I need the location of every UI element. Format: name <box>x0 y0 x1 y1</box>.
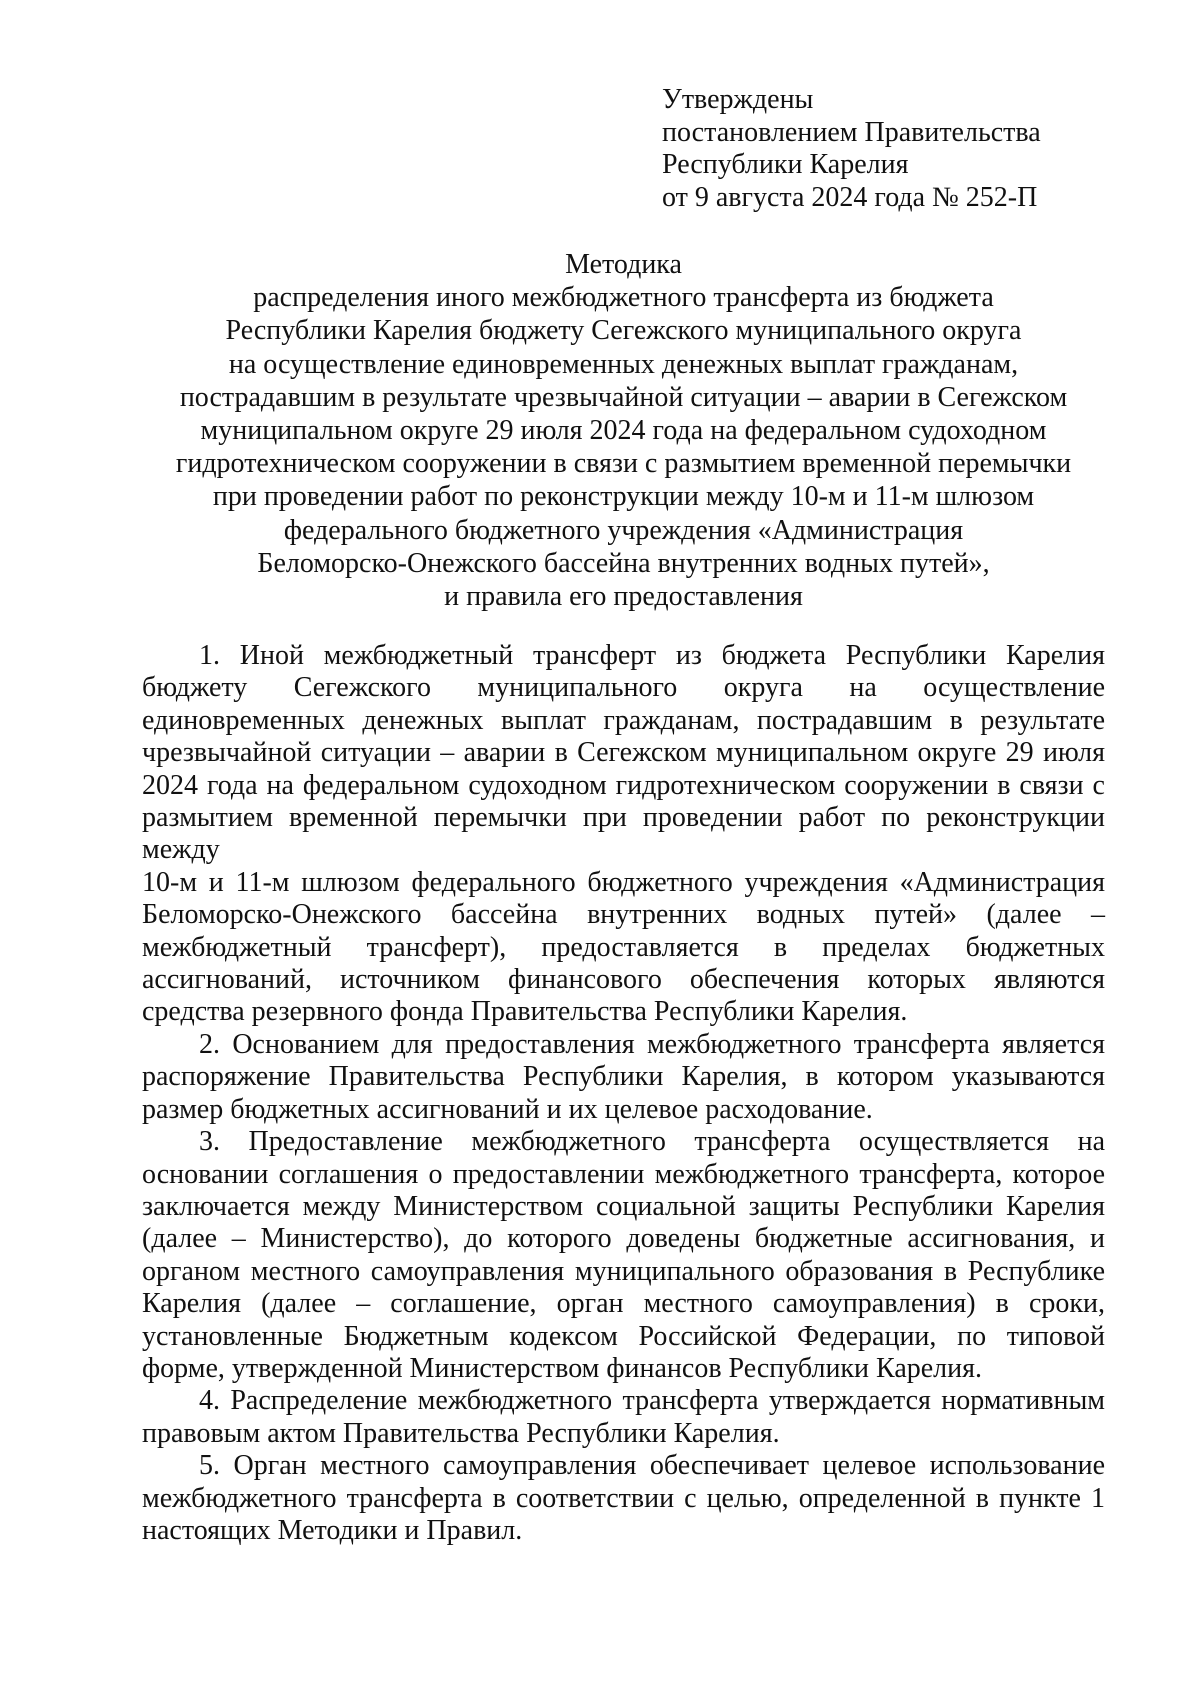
title-line: на осуществление единовременных денежных выплат гражданам, <box>228 348 1019 380</box>
paragraph-2: 2. Основанием для предоставления межбюджетного трансферта является распоряжение Правительства Республики Карелия, в котором указываются размер бюджетных ассигнований и их целевое расходование. <box>142 1028 1105 1125</box>
paragraph-1-part-2: 10-м и 11-м шлюзом федерального бюджетного учреждения «Администрация Беломорско-Онежского бассейна внутренних водных путей» (далее – межбюджетный трансферт), предоставляется в пределах бюджетных ассигнований, источником финансового обеспечения которых являются средства резервного фонда Правительства Республики Карелия. <box>142 866 1105 1028</box>
paragraph-4: 4. Распределение межбюджетного трансферта утверждается нормативным правовым актом Правительства Республики Карелия. <box>142 1385 1105 1449</box>
title-line: пострадавшим в результате чрезвычайной ситуации – аварии в Сегежском <box>179 381 1068 413</box>
approval-block <box>662 84 1132 214</box>
title-line: Республики Карелия бюджету Сегежского муниципального округа <box>225 315 1022 347</box>
approval-line: Утверждены <box>662 84 814 115</box>
document-title <box>142 248 1105 613</box>
title-line: муниципальном округе 29 июля 2024 года на федеральном судоходном <box>200 415 1047 447</box>
title-line: Беломорско-Онежского бассейна внутренних водных путей», <box>257 547 990 579</box>
title-line: распределения иного межбюджетного трансферта из бюджета <box>253 282 994 314</box>
paragraph-3: 3. Предоставление межбюджетного трансферта осуществляется на основании соглашения о предоставлении межбюджетного трансферта, которое заключается между Министерством социальной защиты Республики Карелия (далее – Министерство), до которого доведены бюджетные ассигнования, и органом местного самоуправления муниципального образования в Республике Карелия (далее – соглашение, орган местного самоуправления) в сроки, установленные Бюджетным кодексом Российской Федерации, по типовой форме, утвержденной Министерством финансов Республики Карелия. <box>142 1126 1105 1384</box>
title-line: Методика <box>565 249 682 280</box>
title-line: и правила его предоставления <box>444 581 803 613</box>
title-line: федерального бюджетного учреждения «Администрация <box>283 514 964 546</box>
paragraph-1-part-1: 1. Иной межбюджетный трансферт из бюджета Республики Карелия бюджету Сегежского муниципального округа на осуществление единовременных денежных выплат гражданам, пострадавшим в результате чрезвычайной ситуации – аварии в Сегежском муниципальном округе 29 июля 2024 года на федеральном судоходном гидротехническом сооружении в связи с размытием временной перемычки при проведении работ по реконструкции между <box>142 640 1105 866</box>
approval-line: постановлением Правительства <box>662 116 1041 148</box>
title-line: при проведении работ по реконструкции между 10-м и 11-м шлюзом <box>212 481 1035 513</box>
paragraph-5: 5. Орган местного самоуправления обеспечивает целевое использование межбюджетного трансферта в соответствии с целью, определенной в пункте 1 настоящих Методики и Правил. <box>142 1450 1105 1546</box>
title-line: гидротехническом сооружении в связи с размытием временной перемычки <box>175 448 1072 480</box>
approval-line: от 9 августа 2024 года № 252-П <box>662 181 1038 213</box>
document-body <box>142 640 1105 1547</box>
approval-line: Республики Карелия <box>662 149 909 181</box>
